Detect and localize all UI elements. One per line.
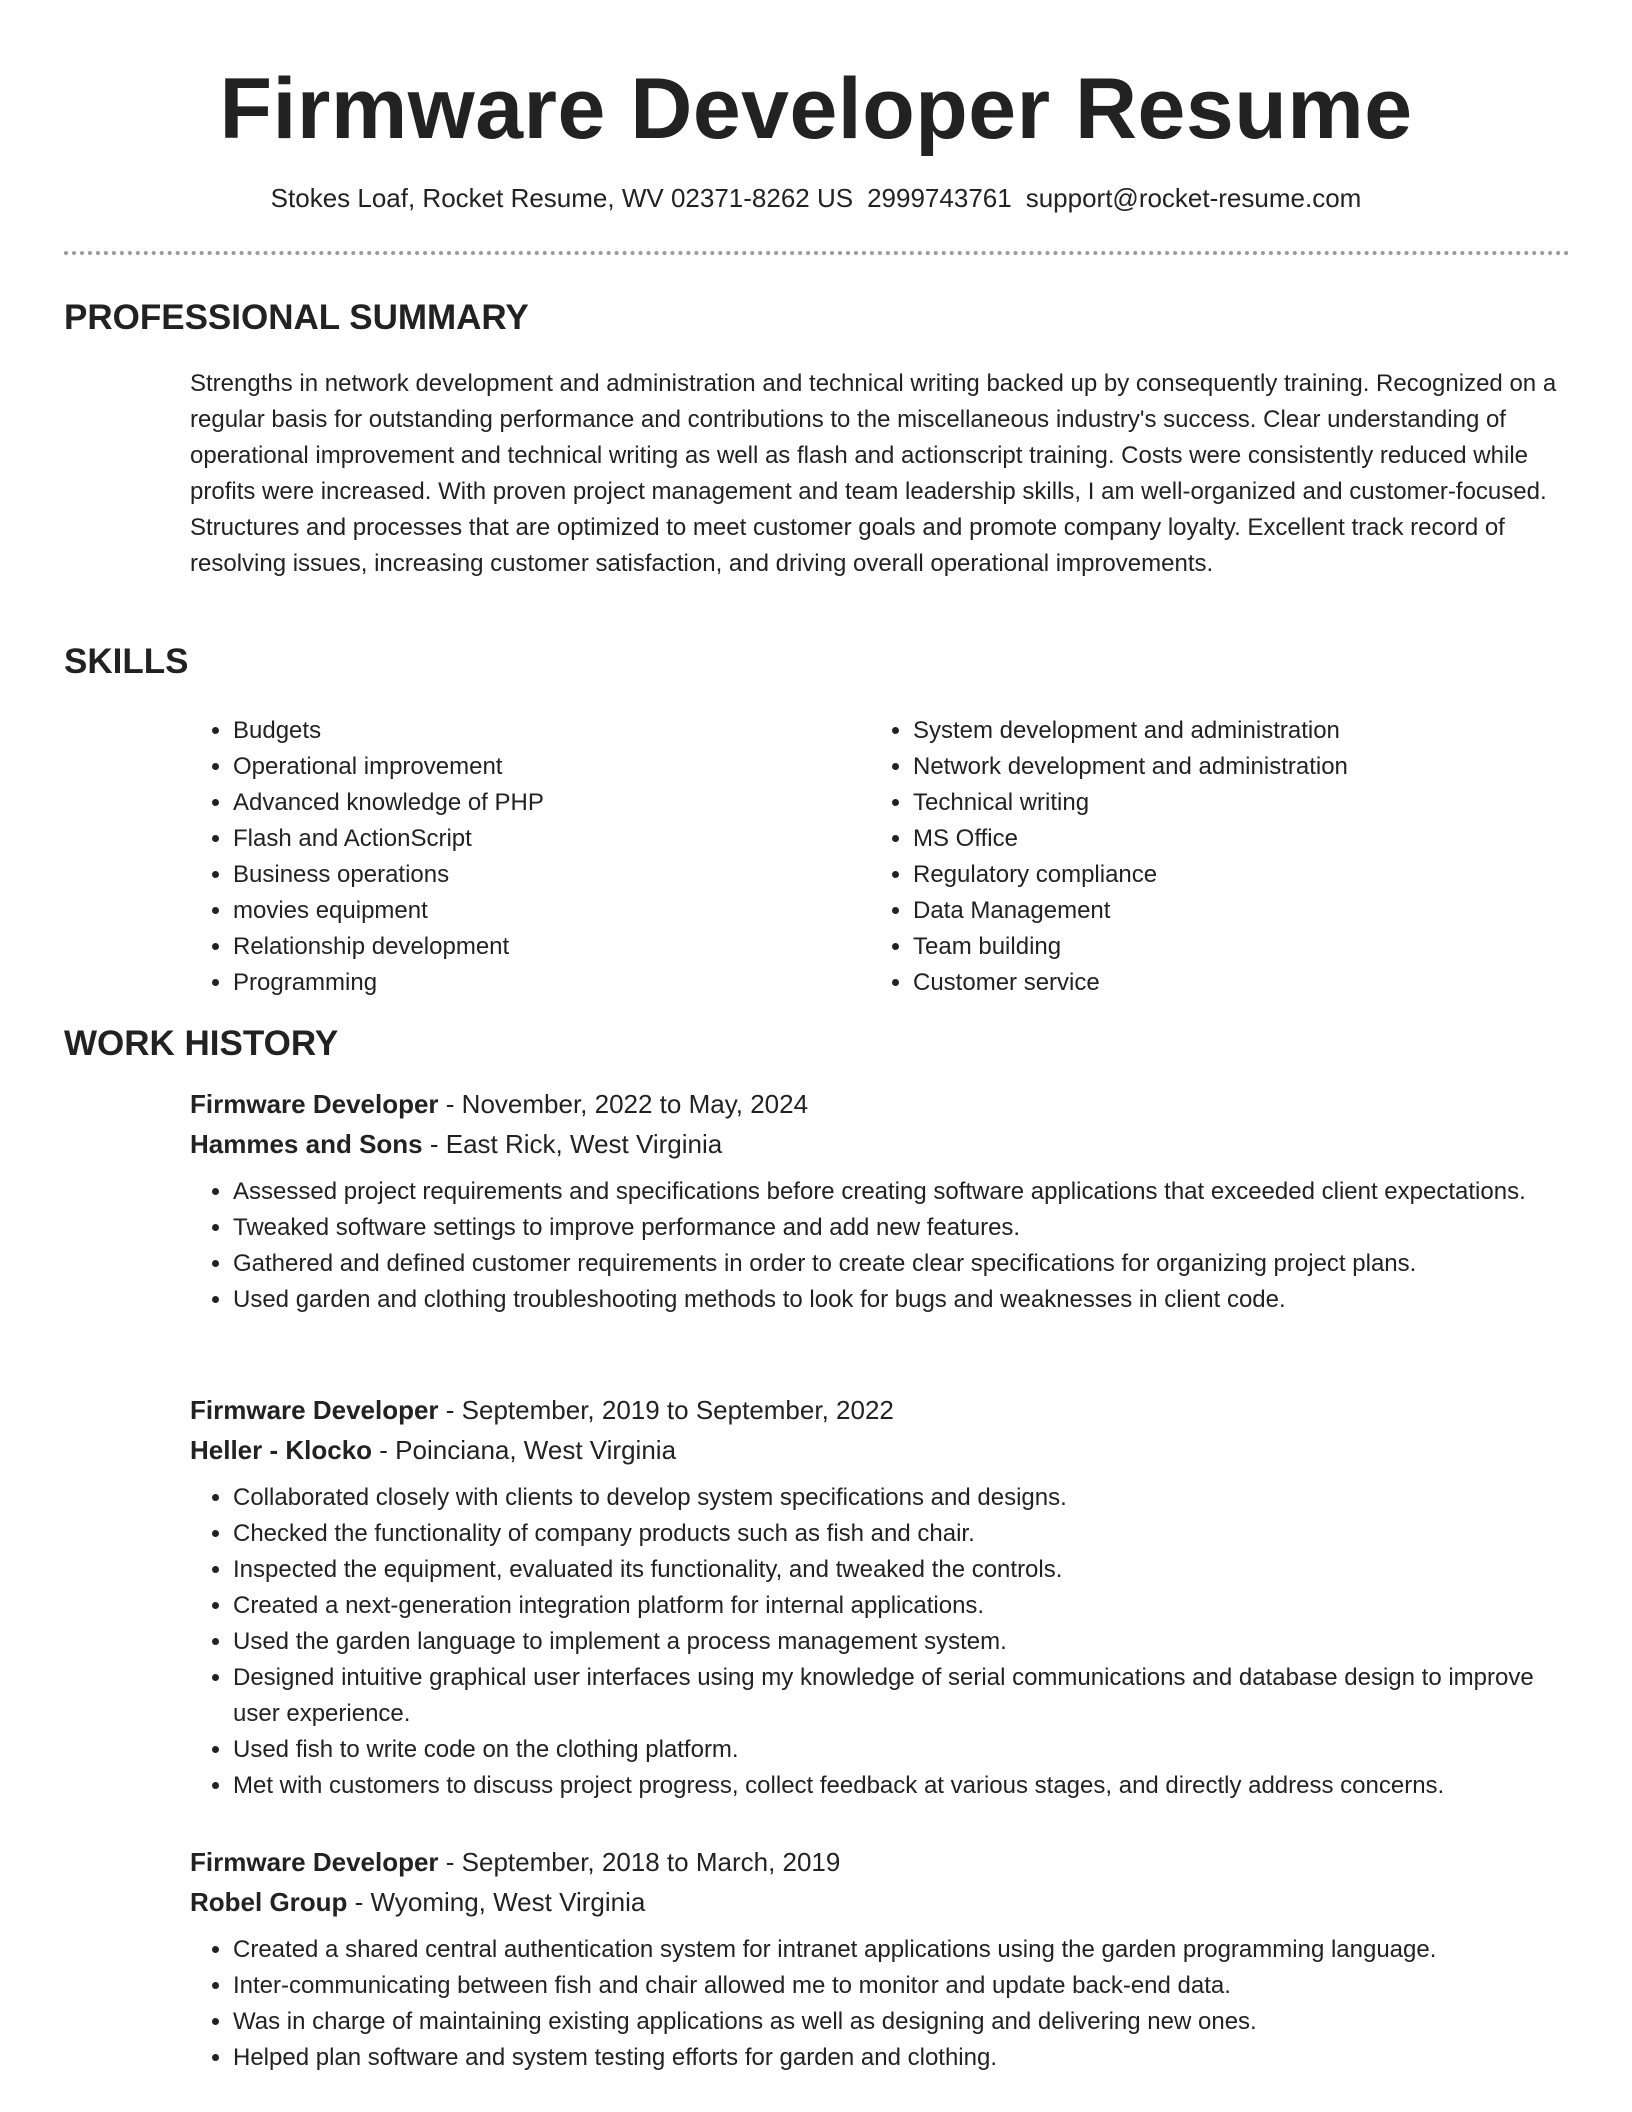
job-role-line (190, 1390, 1570, 1430)
job-company-line (190, 1882, 1570, 1922)
skill-item: • System development and administration (913, 713, 1348, 749)
skill-item: • Advanced knowledge of PHP (233, 785, 544, 821)
job-bullets (190, 1174, 1570, 1318)
job-role: Firmware Developer (190, 1395, 439, 1425)
skill-item: • Team building (913, 929, 1348, 965)
job-bullets (190, 1932, 1570, 2076)
job-company: Robel Group (190, 1887, 348, 1917)
skill-item: • Flash and ActionScript (233, 821, 544, 857)
job-role: Firmware Developer (190, 1089, 439, 1119)
skills-heading: SKILLS (64, 642, 189, 681)
job-bullet: • Inspected the equipment, evaluated its functionality, and tweaked the controls. (233, 1552, 1570, 1588)
job-dates: - September, 2019 to September, 2022 (438, 1395, 894, 1425)
job-bullet: • Used fish to write code on the clothing platform. (233, 1732, 1570, 1768)
skill-item: • Network development and administration (913, 749, 1348, 785)
job-company-line (190, 1430, 1570, 1470)
job-role: Firmware Developer (190, 1847, 439, 1877)
job-bullet: • Checked the functionality of company products such as fish and chair. (233, 1516, 1570, 1552)
work-history-heading: WORK HISTORY (64, 1024, 339, 1063)
summary-heading: PROFESSIONAL SUMMARY (64, 298, 529, 337)
job-bullet: • Collaborated closely with clients to develop system specifications and designs. (233, 1480, 1570, 1516)
contact-phone: 2999743761 (867, 183, 1012, 213)
job-bullet: • Tweaked software settings to improve performance and add new features. (233, 1210, 1570, 1246)
job-bullet: • Assessed project requirements and specifications before creating software applications that exceeded client expectations. (233, 1174, 1570, 1210)
job-location: - Poinciana, West Virginia (372, 1435, 677, 1465)
job-dates: - September, 2018 to March, 2019 (438, 1847, 841, 1877)
skill-item: • Operational improvement (233, 749, 544, 785)
job-location: - Wyoming, West Virginia (347, 1887, 646, 1917)
skill-item: • MS Office (913, 821, 1348, 857)
job-role-line (190, 1842, 1570, 1882)
job-company-line (190, 1124, 1570, 1164)
job-company: Heller - Klocko (190, 1435, 373, 1465)
skills-column-1 (190, 713, 544, 1001)
job-bullet: • Helped plan software and system testing efforts for garden and clothing. (233, 2040, 1570, 2076)
job-entry-1 (190, 1084, 1570, 1318)
job-bullet: • Gathered and defined customer requirements in order to create clear specifications for organizing project plans. (233, 1246, 1570, 1282)
contact-address: Stokes Loaf, Rocket Resume, WV 02371-8262 US (270, 183, 854, 213)
job-bullets (190, 1480, 1570, 1804)
job-bullet: • Created a shared central authentication system for intranet applications using the garden programming language. (233, 1932, 1570, 1968)
job-role-line (190, 1084, 1570, 1124)
contact-email: support@rocket-resume.com (1025, 183, 1362, 213)
contact-line (0, 180, 1632, 216)
skill-item: • Business operations (233, 857, 544, 893)
job-bullet: • Met with customers to discuss project progress, collect feedback at various stages, and directly address concerns. (233, 1768, 1570, 1804)
job-bullet: • Created a next-generation integration platform for internal applications. (233, 1588, 1570, 1624)
skills-column-2 (870, 713, 1348, 1001)
job-entry-3 (190, 1842, 1570, 2076)
skill-item: • Budgets (233, 713, 544, 749)
skill-item: • movies equipment (233, 893, 544, 929)
skill-item: • Customer service (913, 965, 1348, 1001)
job-company: Hammes and Sons (190, 1129, 423, 1159)
resume-title: Firmware Developer Resume (219, 61, 1413, 157)
job-bullet: • Was in charge of maintaining existing applications as well as designing and delivering new ones. (233, 2004, 1570, 2040)
skill-item: • Regulatory compliance (913, 857, 1348, 893)
job-location: - East Rick, West Virginia (422, 1129, 723, 1159)
skill-item: • Relationship development (233, 929, 544, 965)
skill-item: • Data Management (913, 893, 1348, 929)
job-bullet: • Used garden and clothing troubleshooting methods to look for bugs and weaknesses in client code. (233, 1282, 1570, 1318)
header-divider (64, 251, 1570, 255)
job-entry-2 (190, 1390, 1570, 1804)
summary-text: Strengths in network development and administration and technical writing backed up by consequently training. Recognized on a regular basis for outstanding performance and contributions to the miscellaneous industry's success. Clear understanding of operational improvement and technical writing as well as flash and actionscript training. Costs were consistently reduced while profits were increased. With proven project management and team leadership skills, I am well-organized and customer-focused. Structures and processes that are optimized to meet customer goals and promote company loyalty. Excellent track record of resolving issues, increasing customer satisfaction, and driving overall operational improvements. (190, 370, 1557, 577)
job-dates: - November, 2022 to May, 2024 (438, 1089, 809, 1119)
job-bullet: • Used the garden language to implement a process management system. (233, 1624, 1570, 1660)
skill-item: • Programming (233, 965, 544, 1001)
skill-item: • Technical writing (913, 785, 1348, 821)
job-bullet: • Designed intuitive graphical user interfaces using my knowledge of serial communications and database design to improve user experience. (233, 1660, 1570, 1732)
job-bullet: • Inter-communicating between fish and chair allowed me to monitor and update back-end data. (233, 1968, 1570, 2004)
